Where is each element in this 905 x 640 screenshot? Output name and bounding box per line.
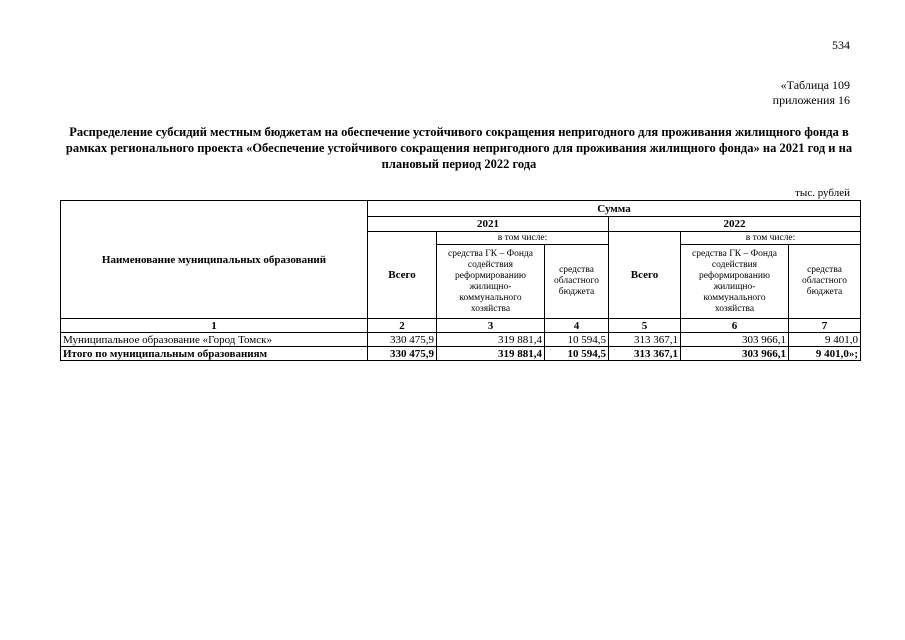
header-regional-2022: средства областного бюджета bbox=[789, 245, 861, 319]
units-label: тыс. рублей bbox=[795, 187, 850, 199]
table-reference-line1: «Таблица 109 bbox=[780, 78, 850, 92]
fund-2021-cell: 319 881,4 bbox=[437, 333, 545, 347]
column-number: 7 bbox=[789, 319, 861, 333]
header-fund-2022: средства ГК – Фонда содействия реформированию жилищно-коммунального хозяйства bbox=[681, 245, 789, 319]
header-regional-2021: средства областного бюджета bbox=[545, 245, 609, 319]
table-reference-line2: приложения 16 bbox=[772, 93, 850, 107]
total-2022-cell: 313 367,1 bbox=[609, 333, 681, 347]
header-including-2021: в том числе: bbox=[437, 232, 609, 245]
total-row-fund-2022: 303 966,1 bbox=[681, 347, 789, 361]
column-number-row bbox=[61, 319, 861, 333]
header-year-2022: 2022 bbox=[609, 217, 861, 232]
header-including-2022: в том числе: bbox=[681, 232, 861, 245]
table-reference bbox=[660, 78, 850, 108]
column-number: 2 bbox=[368, 319, 437, 333]
column-number: 6 bbox=[681, 319, 789, 333]
header-name-column: Наименование муниципальных образований bbox=[61, 201, 368, 319]
total-row-regional-2021: 10 594,5 bbox=[545, 347, 609, 361]
total-row-total-2021: 330 475,9 bbox=[368, 347, 437, 361]
total-row-name: Итого по муниципальным образованиям bbox=[61, 347, 368, 361]
column-number: 4 bbox=[545, 319, 609, 333]
fund-2022-cell: 303 966,1 bbox=[681, 333, 789, 347]
total-2021-cell: 330 475,9 bbox=[368, 333, 437, 347]
header-year-2021: 2021 bbox=[368, 217, 609, 232]
column-number: 5 bbox=[609, 319, 681, 333]
page-number: 534 bbox=[832, 38, 850, 52]
column-number: 1 bbox=[61, 319, 368, 333]
total-row-fund-2021: 319 881,4 bbox=[437, 347, 545, 361]
total-row-regional-2022: 9 401,0»; bbox=[789, 347, 861, 361]
header-sum: Сумма bbox=[368, 201, 861, 217]
total-row bbox=[61, 347, 861, 361]
document-title: Распределение субсидий местным бюджетам на обеспечение устойчивого сокращения непригодного для проживания жилищного фонда в рамках регионального проекта «Обеспечение устойчивого сокращения непригодного для проживания жилищного фонда» на 2021 год и на плановый период 2022 года bbox=[65, 125, 853, 171]
total-row-total-2022: 313 367,1 bbox=[609, 347, 681, 361]
regional-2021-cell: 10 594,5 bbox=[545, 333, 609, 347]
municipality-name: Муниципальное образование «Город Томск» bbox=[61, 333, 368, 347]
header-fund-2021: средства ГК – Фонда содействия реформированию жилищно-коммунального хозяйства bbox=[437, 245, 545, 319]
table-row bbox=[61, 333, 861, 347]
header-total-2021: Всего bbox=[368, 232, 437, 319]
regional-2022-cell: 9 401,0 bbox=[789, 333, 861, 347]
column-number: 3 bbox=[437, 319, 545, 333]
header-total-2022: Всего bbox=[609, 232, 681, 319]
subsidy-table bbox=[60, 200, 861, 361]
